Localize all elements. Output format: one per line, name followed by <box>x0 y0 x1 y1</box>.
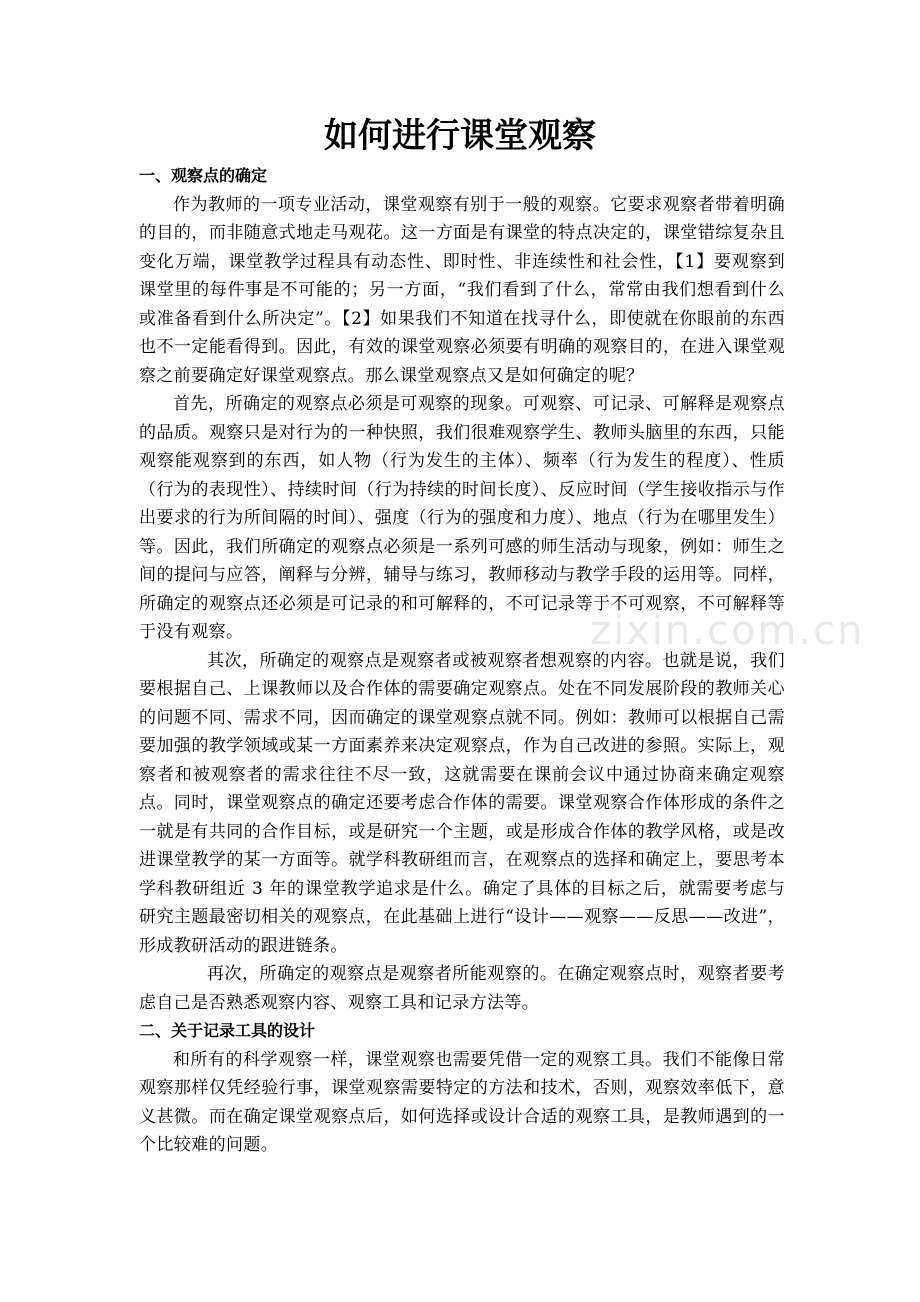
paragraph-second: 其次，所确定的观察点是观察者或被观察者想观察的内容。也就是说，我们要根据自己、上课教师以及合作体的需要确定观察点。处在不同发展阶段的教师关心的问题不同、需求不同，因而确定的课堂观察点就不同。例如：教师可以根据自己需要加强的教学领域或某一方面素养来决定观察点，作为自己改进的参照。实际上，观察者和被观察者的需求往往不尽一致，这就需要在课前会议中通过协商来确定观察点。同时，课堂观察点的确定还要考虑合作体的需要。课堂观察合作体形成的条件之一就是有共同的合作目标，或是研究一个主题，或是形成合作体的教学风格，或是改进课堂教学的某一方面等。就学科教研组而言，在观察点的选择和确定上，要思考本学科教研组近 3 年的课堂教学追求是什么。确定了具体的目标之后，就需要考虑与研究主题最密切相关的观察点，在此基础上进行“设计——观察——反思——改进”，形成教研活动的跟进链条。 <box>139 650 785 956</box>
section-heading-observation-points: 一、观察点的确定 <box>139 166 268 185</box>
section-heading-recording-tools: 二、关于记录工具的设计 <box>139 1021 316 1040</box>
document-title: 如何进行课堂观察 <box>324 116 596 156</box>
paragraph-third: 再次，所确定的观察点是观察者所能观察的。在确定观察点时，观察者要考虑自己是否熟悉观察内容、观察工具和记录方法等。 <box>139 964 785 1013</box>
watermark-logo: zixin.com.cn <box>590 608 865 654</box>
document-body <box>139 162 785 1160</box>
paragraph-intro: 作为教师的一项专业活动，课堂观察有别于一般的观察。它要求观察者带着明确的目的，而非随意式地走马观花。这一方面是有课堂的特点决定的，课堂错综复杂且变化万端，课堂教学过程具有动态性、即时性、非连续性和社会性，【1】要观察到课堂里的每件事是不可能的；另一方面，“我们看到了什么，常常由我们想看到什么或准备看到什么所决定”。【2】如果我们不知道在找寻什么，即使就在你眼前的东西也不一定能看得到。因此，有效的课堂观察必须要有明确的观察目的，在进入课堂观察之前要确定好课堂观察点。那么课堂观察点又是如何确定的呢？ <box>139 194 785 386</box>
paragraph-first: 首先，所确定的观察点必须是可观察的现象。可观察、可记录、可解释是观察点的品质。观察只是对行为的一种快照，我们很难观察学生、教师头脑里的东西，只能观察能观察到的东西，如人物（行为发生的主体）、频率（行为发生的程度）、性质（行为的表现性）、持续时间（行为持续的时间长度）、反应时间（学生接收指示与作出要求的行为所间隔的时间）、强度（行为的强度和力度）、地点（行为在哪里发生）等。因此，我们所确定的观察点必须是一系列可感的师生活动与现象，例如：师生之间的提问与应答，阐释与分辨，辅导与练习，教师移动与教学手段的运用等。同样，所确定的观察点还必须是可记录的和可解释的，不可记录等于不可观察，不可解释等于没有观察。 <box>139 394 785 642</box>
paragraph-tools: 和所有的科学观察一样，课堂观察也需要凭借一定的观察工具。我们不能像日常观察那样仅凭经验行事，课堂观察需要特定的方法和技术，否则，观察效率低下，意义甚微。而在确定课堂观察点后，如何选择或设计合适的观察工具，是教师遇到的一个比较难的问题。 <box>139 1049 785 1155</box>
